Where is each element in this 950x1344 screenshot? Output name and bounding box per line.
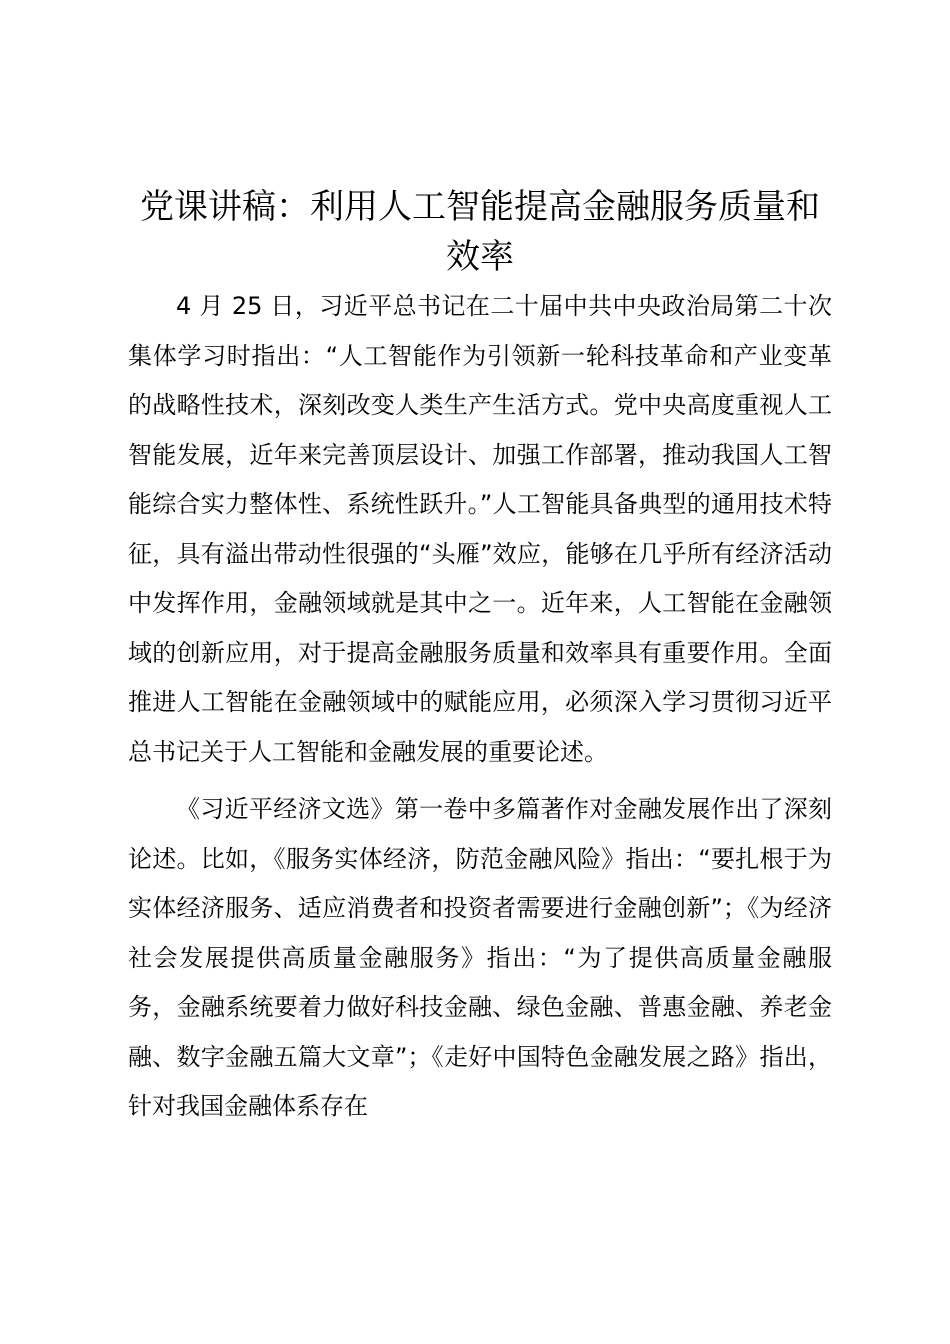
body-paragraph-2: 《习近平经济文选》第一卷中多篇著作对金融发展作出了深刻论述。比如，《服务实体经济，防范金融风险》指出：“要扎根于为实体经济服务、适应消费者和投资者需要进行金融创新”；《为经济社会发展提供高质量金融服务》指出：“为了提供高质量金融服务，金融系统要着力做好科技金融、绿色金融、普惠金融、养老金融、数字金融五篇大文章”；《走好中国特色金融发展之路》指出，针对我国金融体系存在 [128,795,832,1120]
body-paragraph-1: 4 月 25 日，习近平总书记在二十届中共中央政治局第二十次集体学习时指出：“人工智能作为引领新一轮科技革命和产业变革的战略性技术，深刻改变人类生产生活方式。党中央高度重视人工智能发展，近年来完善顶层设计、加强工作部署，推动我国人工智能综合实力整体性、系统性跃升。”人工智能具备典型的通用技术特征，具有溢出带动性很强的“头雁”效应，能够在几乎所有经济活动中发挥作用，金融领域就是其中之一。近年来，人工智能在金融领域的创新应用，对于提高金融服务质量和效率具有重要作用。全面推进人工智能在金融领域中的赋能应用，必须深入学习贯彻习近平总书记关于人工智能和金融发展的重要论述。 [128,292,832,766]
document-title: 党课讲稿：利用人工智能提高金融服务质量和效率 [140,187,820,277]
